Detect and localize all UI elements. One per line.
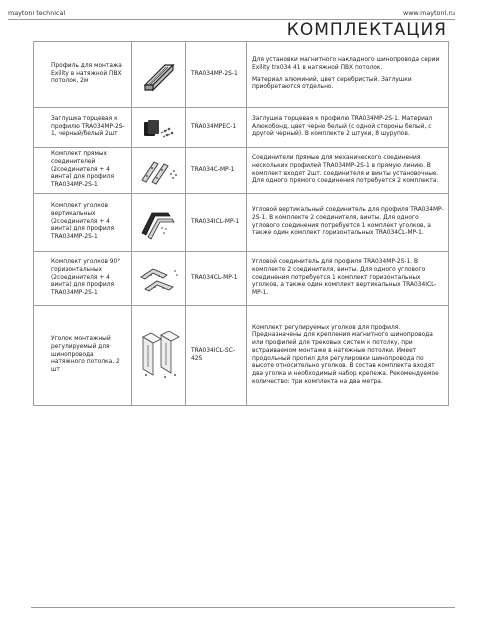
straight-connector-icon — [138, 156, 180, 186]
item-code: TRA034MPEC-1 — [186, 108, 247, 148]
item-name: Заглушка торцевая к профилю TRA034MP-2S-1, черный/белый 2шт — [34, 108, 132, 148]
description-text: Угловой соединитель для профиля TRA034MP-2S-1. В комплекте 2 соединителя, винты. Для одного углового соединения потребуется 1 комплект горизонтальных уголков, а также один комплект вертикальных TRA034ICL-MP-1. — [252, 259, 437, 296]
item-description — [247, 108, 449, 148]
components-table — [33, 41, 449, 406]
item-image — [132, 108, 186, 148]
item-code: TRA034MP-2S-1 — [186, 42, 247, 108]
item-code: TRA034ICL-SC-42S — [186, 306, 247, 406]
item-code: TRA034C-MP-1 — [186, 148, 247, 194]
item-name: Уголок монтажный регулируемый для шинопровода натяжного потолка, 2 шт — [34, 306, 132, 406]
table-row — [34, 148, 449, 194]
description-text: Материал алюминий, цвет серебристый. Заглушки приобретаются отдельно. — [252, 76, 412, 91]
item-image — [132, 306, 186, 406]
description-text: Заглушка торцевая к профилю TRA034MP-2S-1. Материал Алюкобонд, цвет черно белый (с одной стороны белый, с другой черный). В комплекте 2 штуки, 8 шурупов. — [252, 115, 433, 138]
item-image — [132, 148, 186, 194]
table-row — [34, 108, 449, 148]
description-text: Угловой вертикальный соединитель для профиля TRA034MP-2S-1. В комплекте 2 соединителя, винты. Для одного углового соединения потребуется 1 комплект уголков, а также один комплект горизонтальных TRA034CL-MP-1. — [252, 207, 444, 237]
footer-divider — [31, 607, 455, 608]
item-image — [132, 194, 186, 252]
description-text: Соединители прямые для механического соединения нескольких профилей TRA034MP-2S-1 в прямую линию. В комплект входят 2шт. соединителя и винты установочные. Для одного прямого соединения потребуется 2 комплекта. — [252, 155, 439, 185]
item-image — [132, 252, 186, 306]
description-text: Комплект регулируемых уголков для профиля. Предназначены для крепления магнитного шинопровода или профилей для трековых систем к потолку, при встраиваемом монтаже в натяжные потолки. Имеет продольный пропил для регулировки шинопровода по высоте относительно уголков. В состав комплекта входят два уголка и необходимый набор крепежа. Рекомендуемое количество: три комплекта на два метра. — [252, 324, 439, 385]
item-description — [247, 194, 449, 252]
item-name: Профиль для монтажа Exility в натяжной ПВХ потолок, 2м — [34, 42, 132, 108]
table-row — [34, 42, 449, 108]
item-name: Комплект прямых соединителей (2соединителя + 4 винта) для профиля TRA034MP-2S-1 — [34, 148, 132, 194]
brand-name: maytoni technical — [8, 9, 66, 17]
item-name: Комплект уголков вертикальных (2соединителя + 4 винта) для профиля TRA034MP-2S-1 — [34, 194, 132, 252]
profile-icon — [139, 55, 179, 95]
table-row — [34, 252, 449, 306]
table-row — [34, 194, 449, 252]
page-title: КОМПЛЕКТАЦИЯ — [286, 20, 447, 40]
item-description — [247, 252, 449, 306]
item-name: Комплект уголков 90° горизонтальных (2соединителя + 4 винта) для профиля TRA034MP-2S-1 — [34, 252, 132, 306]
item-code: TRA034CL-MP-1 — [186, 252, 247, 306]
site-url[interactable]: www.maytoni.ru — [403, 9, 455, 17]
item-image — [132, 42, 186, 108]
horizontal-corner-icon — [137, 261, 181, 297]
end-cap-icon — [141, 116, 177, 140]
mounting-bracket-icon — [137, 331, 181, 381]
item-description — [247, 42, 449, 108]
table-row — [34, 306, 449, 406]
description-text: Для установки магнитного накладного шинопровода серии Exility trx034 41 в натяжной ПВХ потолок. — [252, 57, 440, 71]
vertical-corner-icon — [138, 205, 180, 241]
item-description — [247, 306, 449, 406]
item-code: TRA034ICL-MP-1 — [186, 194, 247, 252]
item-description — [247, 148, 449, 194]
